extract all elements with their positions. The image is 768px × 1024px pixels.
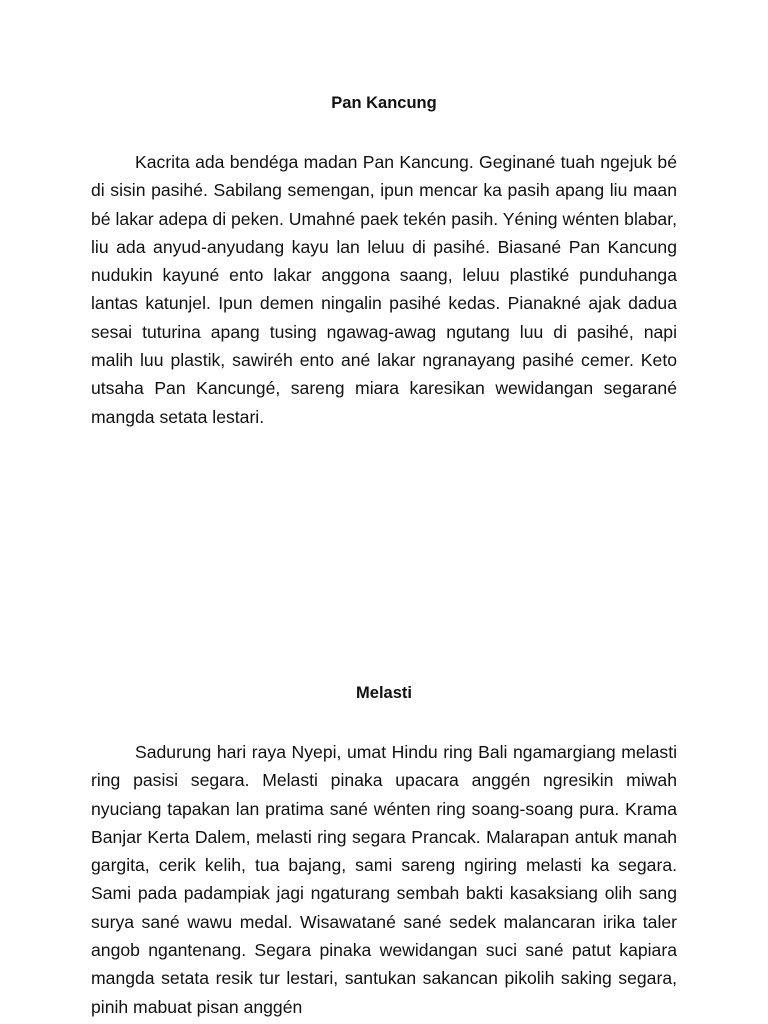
story-section-pan-kancung [91,92,677,431]
story-paragraph: Sadurung hari raya Nyepi, umat Hindu ring Bali ngamargiang melasti ring pasisi segara. Melasti pinaka upacara anggén ngresikin miwah nyuciang tapakan lan pratima sané wénten ring soang-soang pura. Krama Banjar Kerta Dalem, melasti ring segara Prancak. Malarapan antuk manah gargita, cerik kelih, tua bajang, sami sareng ngiring melasti ka segara. Sami pada padampiak jagi ngaturang sembah bakti kasaksiang olih sang surya sané wawu medal. Wisawatané sané sedek malancaran irika taler angob ngantenang. Segara pinaka wewidangan suci sané patut kapiara mangda setata resik tur lestari, santukan sakancan pikolih saking segara, pinih mabuat pisan anggén [91,742,677,1017]
story-paragraph: Kacrita ada bendéga madan Pan Kancung. Geginané tuah ngejuk bé di sisin pasihé. Sabilang semengan, ipun mencar ka pasih apang liu maan bé lakar adepa di peken. Umahné paek tekén pasih. Yéning wénten blabar, liu ada anyud-anyudang kayu lan leluu di pasihé. Biasané Pan Kancung nudukin kayuné ento lakar anggona saang, leluu plastiké punduhanga lantas katunjel. Ipun demen ningalin pasihé kedas. Pianakné ajak dadua sesai tuturina apang tusing ngawag-awag ngutang luu di pasihé, napi malih luu plastik, sawiréh ento ané lakar ngranayang pasihé cemer. Keto utsaha Pan Kancungé, sareng miara karesikan wewidangan segarané mangda setata lestari. [91,152,677,427]
story-title: Pan Kancung [331,94,437,112]
story-section-melasti [91,682,677,1021]
story-title: Melasti [356,684,412,702]
